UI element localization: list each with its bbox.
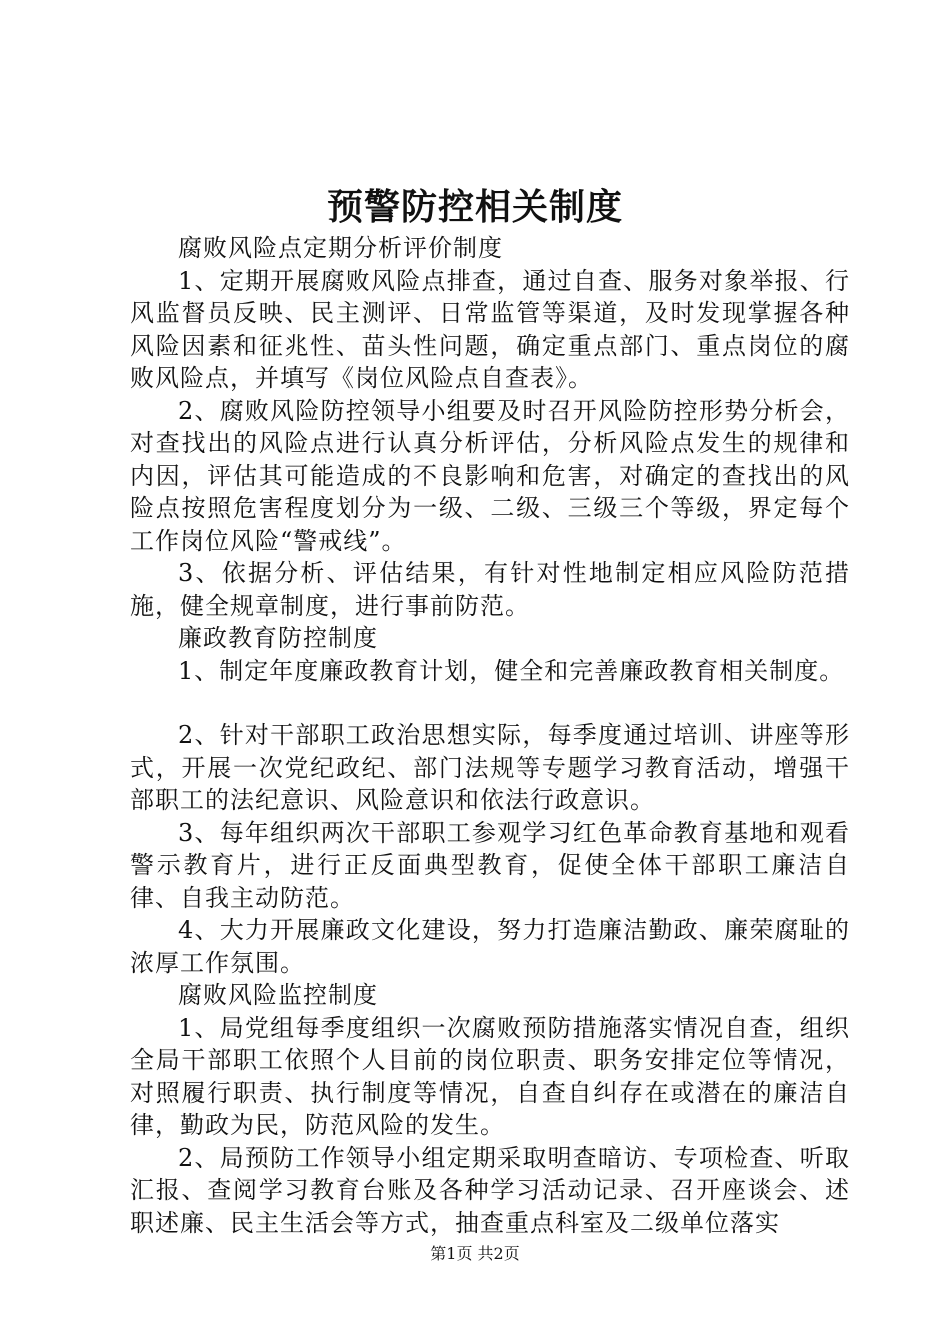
document-title: 预警防控相关制度 <box>326 186 623 228</box>
paragraph: 1、制定年度廉政教育计划，健全和完善廉政教育相关制度。 <box>178 656 845 685</box>
section-heading-monitoring: 腐败风险监控制度 <box>178 981 378 1009</box>
paragraph: 2、腐败风险防控领导小组要及时召开风险防控形势分析会，对查找出的风险点进行认真分析评估，分析风险点发生的规律和内因，评估其可能造成的不良影响和危害，对确定的查找出的风险点按照危害程度划分为一级、二级、三级三个等级，界定每个工作岗位风险“警戒线”。 <box>130 396 850 555</box>
paragraph: 3、每年组织两次干部职工参观学习红色革命教育基地和观看警示教育片，进行正反面典型教育，促使全体干部职工廉洁自律、自我主动防范。 <box>130 818 850 912</box>
section-heading-risk-analysis: 腐败风险点定期分析评价制度 <box>178 234 503 262</box>
paragraph: 4、大力开展廉政文化建设，努力打造廉洁勤政、廉荣腐耻的浓厚工作氛围。 <box>130 916 850 977</box>
document-body <box>130 232 850 1239</box>
paragraph: 3、依据分析、评估结果，有针对性地制定相应风险防范措施，健全规章制度，进行事前防范。 <box>130 559 850 620</box>
paragraph: 2、局预防工作领导小组定期采取明查暗访、专项检查、听取汇报、查阅学习教育台账及各种学习活动记录、召开座谈会、述职述廉、民主生活会等方式，抽查重点科室及二级单位落实 <box>130 1143 850 1237</box>
section-heading-education: 廉政教育防控制度 <box>178 624 378 652</box>
paragraph: 2、针对干部职工政治思想实际，每季度通过培训、讲座等形式，开展一次党纪政纪、部门法规等专题学习教育活动，增强干部职工的法纪意识、风险意识和依法行政意识。 <box>130 721 850 814</box>
page-footer: 第1页 共2页 <box>430 1244 520 1263</box>
paragraph: 1、局党组每季度组织一次腐败预防措施落实情况自查，组织全局干部职工依照个人目前的岗位职责、职务安排定位等情况，对照履行职责、执行制度等情况，自查自纠存在或潜在的廉洁自律，勤政为民，防范风险的发生。 <box>130 1013 850 1139</box>
paragraph: 1、定期开展腐败风险点排查，通过自查、服务对象举报、行风监督员反映、民主测评、日常监管等渠道，及时发现掌握各种风险因素和征兆性、苗头性问题，确定重点部门、重点岗位的腐败风险点，并填写《岗位风险点自查表》。 <box>130 266 850 392</box>
